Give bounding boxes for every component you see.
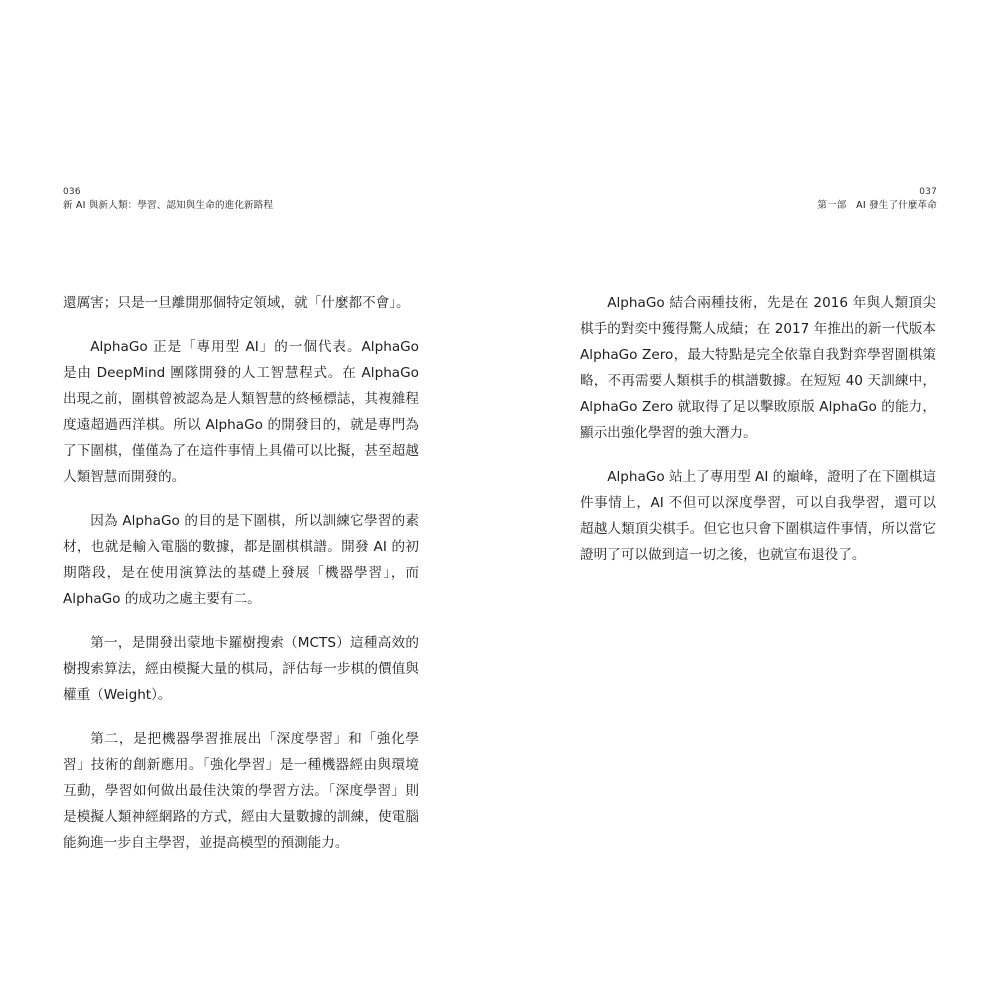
- left-page-number: 036: [63, 187, 81, 197]
- body-paragraph: 因為 AlphaGo 的目的是下圍棋，所以訓練它學習的素材，也就是輸入電腦的數據，都是圍棋棋譜。開發 AI 的初期階段，是在使用演算法的基礎上發展「機器學習」，而 AlphaGo 的成功之處主要有二。: [63, 513, 419, 607]
- left-page-header: [63, 186, 273, 212]
- body-paragraph: AlphaGo 結合兩種技術，先是在 2016 年與人類頂尖棋手的對奕中獲得驚人成績；在 2017 年推出的新一代版本 AlphaGo Zero，最大特點是完全依靠自我對弈學習圍棋策略，不再需要人類棋手的棋譜數據。在短短 40 天訓練中，AlphaGo Zero 就取得了足以擊敗原版 AlphaGo 的能力，顯示出強化學習的強大潛力。: [580, 295, 936, 441]
- left-running-title: 新 AI 與新人類：學習、認知與生命的進化新路程: [63, 200, 274, 211]
- body-paragraph: 還厲害；只是一旦離開那個特定領域，就「什麼都不會」。: [63, 295, 410, 311]
- body-paragraph: 第一，是開發出蒙地卡羅樹搜索（MCTS）這種高效的樹搜索算法，經由模擬大量的棋局，評估每一步棋的價值與權重（Weight）。: [63, 635, 419, 703]
- body-paragraph: 第二，是把機器學習推展出「深度學習」和「強化學習」技術的創新應用。「強化學習」是一種機器經由與環境互動，學習如何做出最佳決策的學習方法。「深度學習」則是模擬人類神經網路的方式，經由大量數據的訓練，使電腦能夠進一步自主學習，並提高模型的預測能力。: [63, 731, 419, 851]
- body-paragraph: AlphaGo 正是「專用型 AI」的一個代表。AlphaGo 是由 DeepMind 團隊開發的人工智慧程式。在 AlphaGo 出現之前，圍棋曾被認為是人類智慧的終極標誌，其複雜程度遠超過西洋棋。所以 AlphaGo 的開發目的，就是專門為了下圍棋，僅僅為了在這件事情上具備可以比擬，甚至超越人類智慧而開發的。: [63, 339, 419, 485]
- right-page-header: [817, 186, 937, 212]
- body-paragraph: AlphaGo 站上了專用型 AI 的巔峰，證明了在下圍棋這件事情上，AI 不但可以深度學習，可以自我學習，還可以超越人類頂尖棋手。但它也只會下圍棋這件事情，所以當它證明了可以做到這一切之後，也就宣布退役了。: [580, 469, 936, 563]
- right-page-body: [580, 290, 936, 586]
- right-running-title: 第一部 AI 發生了什麼革命: [817, 200, 937, 211]
- left-page-body: [63, 290, 419, 874]
- right-page-number: 037: [919, 187, 937, 197]
